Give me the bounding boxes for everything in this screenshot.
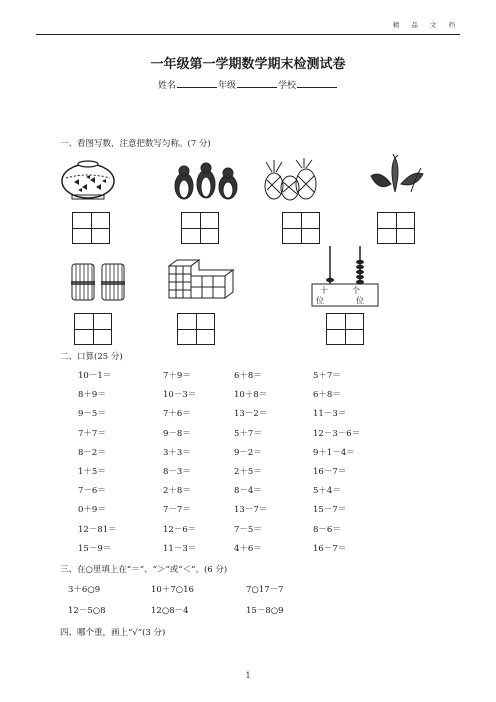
arithmetic-problem[interactable]: 10－3＝ <box>163 390 197 401</box>
arithmetic-problem[interactable]: 6＋8＝ <box>313 390 341 401</box>
grade-label: 年级 <box>217 81 236 91</box>
arithmetic-problem[interactable]: 1＋5＝ <box>78 467 106 477</box>
arithmetic-problem[interactable]: 11－3＝ <box>163 543 197 554</box>
section-4-heading: 四、哪个重，画上“√”(3 分) <box>60 628 166 638</box>
vegetables-picture <box>365 154 427 200</box>
arithmetic-problem[interactable]: 2＋5＝ <box>234 467 262 477</box>
comparison-problem[interactable]: 15－8○9 <box>246 606 284 616</box>
arithmetic-problem[interactable]: 8－4＝ <box>234 486 262 497</box>
arithmetic-problem[interactable]: 9＋1－4＝ <box>313 447 355 458</box>
comparison-problem[interactable]: 7○17－7 <box>246 585 284 595</box>
arithmetic-problem[interactable]: 16－7＝ <box>313 467 347 477</box>
arithmetic-problem[interactable]: 15－7＝ <box>313 505 347 516</box>
abacus-tens-unit: 位 <box>316 296 324 305</box>
fishbowl-picture <box>60 158 116 200</box>
arithmetic-problem[interactable]: 10－1＝ <box>78 371 112 381</box>
arithmetic-problem[interactable]: 5＋7＝ <box>313 371 341 381</box>
arithmetic-problem[interactable]: 9－8＝ <box>163 428 191 439</box>
arithmetic-problem[interactable]: 7－5＝ <box>234 524 262 535</box>
stick-bundles-picture <box>68 262 128 302</box>
name-label: 姓名 <box>157 81 176 91</box>
arithmetic-problem[interactable]: 15－9＝ <box>78 543 112 554</box>
arithmetic-problem[interactable]: 9－5＝ <box>78 409 106 420</box>
penguins-picture <box>172 162 240 202</box>
section-3-heading: 三、在○里填上在“＝”、“＞”或“＜”。(6 分) <box>60 565 228 575</box>
answer-box-abacus[interactable] <box>326 313 364 345</box>
arithmetic-problem[interactable]: 11－3＝ <box>313 409 347 420</box>
arithmetic-problem[interactable]: 7＋7＝ <box>78 428 106 439</box>
comparison-problem[interactable]: 10＋7○16 <box>151 585 194 595</box>
arithmetic-problem[interactable]: 4＋6＝ <box>234 543 262 554</box>
arithmetic-problem[interactable]: 8－6＝ <box>313 524 341 535</box>
name-blank[interactable] <box>177 79 217 88</box>
abacus-ones-unit: 位 <box>356 296 364 305</box>
page-title: 一年级第一学期数学期末检测试卷 <box>150 57 346 72</box>
arithmetic-problem[interactable]: 9－2＝ <box>234 447 262 458</box>
answer-box-cubes[interactable] <box>177 313 215 345</box>
arithmetic-problem[interactable]: 12－3－6＝ <box>313 428 361 439</box>
school-label: 学校 <box>278 81 297 91</box>
arithmetic-problem[interactable]: 5＋4＝ <box>313 486 341 497</box>
arithmetic-problem[interactable]: 13－7＝ <box>234 505 268 516</box>
arithmetic-problem[interactable]: 8－2＝ <box>78 447 106 458</box>
arithmetic-problem[interactable]: 7－7＝ <box>163 505 191 516</box>
comparison-problem[interactable]: 12－5○8 <box>68 606 106 616</box>
answer-box-penguins[interactable] <box>181 212 219 244</box>
answer-box-fish[interactable] <box>72 212 110 244</box>
answer-box-sticks[interactable] <box>74 313 112 345</box>
school-blank[interactable] <box>297 79 337 88</box>
answer-box-pineapples[interactable] <box>282 212 320 244</box>
arithmetic-problem[interactable]: 10＋8＝ <box>234 390 268 401</box>
grade-blank[interactable] <box>237 79 277 88</box>
arithmetic-problem[interactable]: 7＋9＝ <box>163 371 191 381</box>
arithmetic-problem[interactable]: 3＋3＝ <box>163 447 191 458</box>
arithmetic-problem[interactable]: 7＋6＝ <box>163 409 191 420</box>
abacus-tens-label: 十 <box>320 286 328 295</box>
answer-box-vegetables[interactable] <box>377 212 415 244</box>
arithmetic-problem[interactable]: 6＋8＝ <box>234 371 262 381</box>
header-rule <box>36 34 460 35</box>
arithmetic-problem[interactable]: 12－6＝ <box>163 524 197 535</box>
arithmetic-problem[interactable]: 8－3＝ <box>163 467 191 477</box>
comparison-problem[interactable]: 12○8－4 <box>151 606 189 616</box>
cubes-picture <box>165 256 235 302</box>
arithmetic-problem[interactable]: 0＋9＝ <box>78 505 106 516</box>
student-info <box>0 78 496 91</box>
arithmetic-problem[interactable]: 7－6＝ <box>78 486 106 497</box>
arithmetic-problem[interactable]: 5＋7＝ <box>234 428 262 439</box>
arithmetic-problem[interactable]: 13－2＝ <box>234 409 268 420</box>
arithmetic-problem[interactable]: 8＋9＝ <box>78 390 106 401</box>
comparison-problem[interactable]: 3＋6○9 <box>68 585 101 595</box>
arithmetic-problem[interactable]: 2＋8＝ <box>163 486 191 497</box>
pineapples-picture <box>262 158 320 202</box>
header-label: 精 品 文 档 <box>392 21 460 29</box>
section-1-heading: 一、看图写数，注意把数写匀称。(7 分) <box>60 139 211 149</box>
section-2-heading: 二、口算(25 分) <box>60 352 123 362</box>
arithmetic-problem[interactable]: 12－81＝ <box>78 524 117 535</box>
page-number: 1 <box>245 671 251 680</box>
abacus-ones-label: 个 <box>352 286 360 295</box>
arithmetic-problem[interactable]: 16－7＝ <box>313 543 347 554</box>
